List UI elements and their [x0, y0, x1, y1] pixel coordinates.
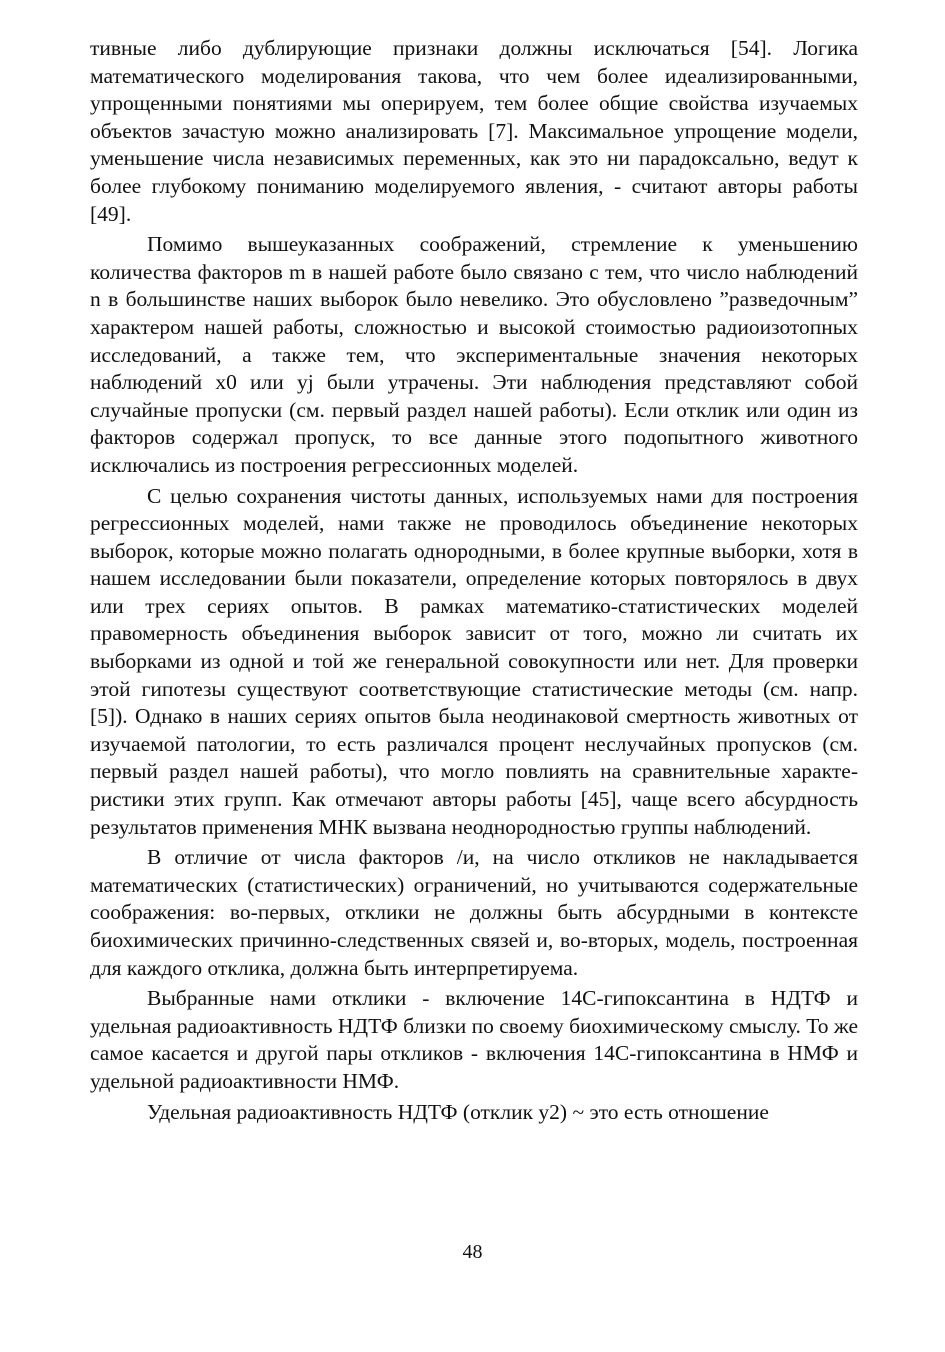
paragraph-6: Удельная радиоактивность НДТФ (отклик y2) ~ это есть отношение — [147, 1099, 769, 1124]
document-body — [90, 35, 858, 1126]
paragraph-5: Выбранные нами отклики - включение 14С-гипоксантина в НДТФ и удельная радиоактивность НДТФ близки по своему биохимическому смыслу. То же самое касается и другой пары откликов - включения 14С-гипоксантина в НМФ и удельной радиоактивности НМФ. — [90, 986, 858, 1093]
paragraph-3: С целью сохранения чистоты данных, используемых нами для построения регрессионных моделей, нами также не проводилось объединение некоторых выборок, которые можно полагать однородными, в более крупные выборки, хотя в нашем исследовании были показатели, определение которых повторялось в двух или трех сериях опытов. В рамках математико-статистических моделей правомерность объединения выборок зависит от того, можно ли считать их выборками из одной и той же генеральной совокупности или нет. Для проверки этой гипотезы существуют соответствующие статистические методы (см. напр. [5]). Однако в наших сериях опытов была неодинаковой смертность животных от изучаемой патологии, то есть различался процент неслучайных пропусков (см. первый раздел нашей работы), что могло повлиять на сравнительные характеристики этих групп. Как отмечают авторы работы [45], чаще всего абсурдность результатов применения МНК вызвана неоднородностью группы наблюдений. — [90, 483, 858, 839]
page-number: 48 — [462, 1241, 483, 1263]
paragraph-2: Помимо вышеуказанных соображений, стремление к уменьшению количества факторов m в нашей работе было связано с тем, что число наблюдений n в большинстве наших выборок было невелико. Это обусловлено ”разведочным” характером нашей работы, сложностью и высокой стоимостью радиоизотопных исследований, а также тем, что экспериментальные значения некоторых наблюдений x0 или yj были утрачены. Эти наблюдения представляют собой случайные пропуски (см. первый раздел нашей работы). Если отклик или один из факторов содержал пропуск, то все данные этого подопытного животного исключались из построения регрессионных моделей. — [90, 232, 858, 477]
paragraph-1: тивные либо дублирующие признаки должны исключаться [54]. Логика математического моделирования такова, что чем более идеализированными, упрощенными понятиями мы оперируем, тем более общие свойства изучаемых объектов зачастую можно анализировать [7]. Максимальное упрощение модели, уменьшение числа независимых переменных, как это ни парадоксально, ведут к более глубокому пониманию моделируемого явления, - считают авторы работы [49]. — [90, 36, 858, 226]
paragraph-4: В отличие от числа факторов /и, на число откликов не накладывается математических (статистических) ограничений, но учитываются содержательные соображения: во-первых, отклики не должны быть абсурдными в контексте биохимических причинно-следственных связей и, во-вторых, модель, построенная для каждого отклика, должна быть интерпретируема. — [90, 845, 858, 980]
